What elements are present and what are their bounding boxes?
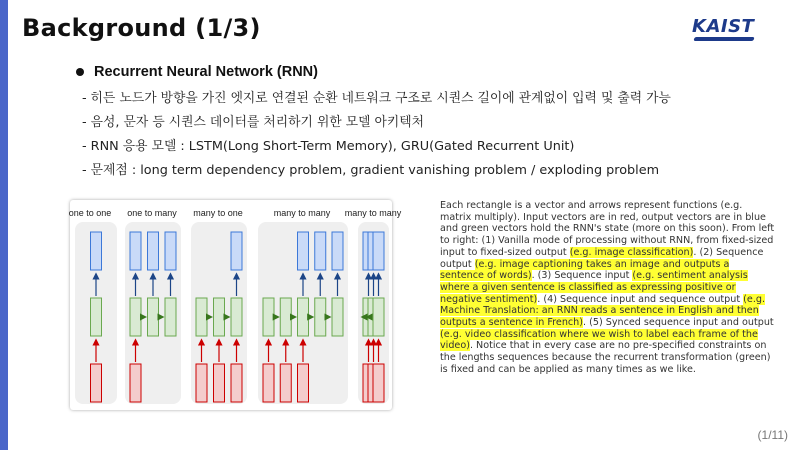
sub-bullet-item: - 문제점 : long term dependency problem, gradient vanishing problem / exploding problem — [82, 163, 660, 178]
sub-bullet-list — [82, 90, 671, 186]
sub-bullet-item: - 음성, 문자 등 시퀀스 데이터를 처리하기 위한 모델 아키텍처 — [82, 115, 424, 130]
hidden-state-box — [315, 298, 326, 336]
output-vector-box — [298, 232, 309, 270]
input-vector-box — [130, 364, 141, 402]
caption-highlight: (e.g. Machine Translation: an RNN reads a sentence in English and then outputs a sentence in French) — [440, 293, 766, 329]
hidden-state-box — [280, 298, 291, 336]
output-vector-box — [231, 232, 242, 270]
caption-highlight: (e.g. image captioning takes an image and outputs a sentence of words) — [440, 258, 730, 282]
hidden-state-box — [332, 298, 343, 336]
panel-label: one to one — [68, 208, 112, 218]
kaist-logo — [692, 16, 764, 42]
bullet-heading: Recurrent Neural Network (RNN) — [94, 64, 318, 80]
output-vector-box — [332, 232, 343, 270]
input-vector-box — [214, 364, 225, 402]
caption-text: . (3) Sequence input — [531, 270, 633, 282]
panel-label: many to one — [193, 208, 243, 218]
hidden-state-box — [298, 298, 309, 336]
hidden-state-box — [231, 298, 242, 336]
hidden-state-box — [91, 298, 102, 336]
sub-bullet-item: - RNN 응용 모델 : LSTM(Long Short-Term Memory), GRU(Gated Recurrent Unit) — [82, 139, 575, 154]
diagram-caption — [440, 200, 775, 376]
output-vector-box — [373, 232, 384, 270]
caption-text: . Notice that in every case are no pre-specified constraints on the lengths sequences because the recurrent transformation (green) is fixed and can be applied as many times as we like. — [440, 340, 771, 375]
hidden-state-box — [165, 298, 176, 336]
input-vector-box — [373, 364, 384, 402]
input-vector-box — [196, 364, 207, 402]
panel-label: many to many — [273, 208, 331, 218]
caption-highlight: (e.g. video classification where we wish to label each frame of the video) — [440, 328, 758, 352]
slide-title: Background (1/3) — [22, 14, 261, 42]
caption-text: Each rectangle is a vector and arrows represent functions (e.g. matrix multiply). Input vectors are in red, output vectors are in blue and green vectors hold the RNN's state (more on this soon). From left to right: (1) Vanilla mode of processing without RNN, from fixed-sized input to fixed-sized output — [440, 200, 775, 258]
hidden-state-box — [214, 298, 225, 336]
panel-label: many to many — [344, 208, 402, 218]
left-accent-bar — [0, 0, 8, 450]
hidden-state-box — [148, 298, 159, 336]
input-vector-box — [91, 364, 102, 402]
hidden-state-box — [373, 298, 384, 336]
input-vector-box — [280, 364, 291, 402]
rnn-diagram — [68, 200, 402, 410]
page-number: (1/11) — [757, 428, 788, 442]
output-vector-box — [130, 232, 141, 270]
hidden-state-box — [130, 298, 141, 336]
caption-highlight: (e.g. sentiment analysis where a given sentence is classified as expressing positive or negative sentiment) — [440, 270, 748, 305]
sub-bullet-item: - 히든 노드가 방향을 가진 엣지로 연결된 순환 네트워크 구조로 시퀀스 길이에 관계없이 입력 및 출력 가능 — [82, 91, 671, 106]
input-vector-box — [263, 364, 274, 402]
rnn-diagram-svg — [68, 200, 402, 410]
output-vector-box — [315, 232, 326, 270]
hidden-state-box — [263, 298, 274, 336]
output-vector-box — [148, 232, 159, 270]
hidden-state-box — [196, 298, 207, 336]
bullet-dot-icon — [76, 68, 84, 76]
logo-text: KAIST — [692, 16, 755, 37]
input-vector-box — [231, 364, 242, 402]
panel-label: one to many — [127, 208, 177, 218]
caption-text: . (4) Sequence input and sequence output — [537, 293, 744, 305]
caption-text: . (5) Synced sequence input and output — [583, 317, 774, 329]
output-vector-box — [165, 232, 176, 270]
output-vector-box — [91, 232, 102, 270]
input-vector-box — [298, 364, 309, 402]
caption-highlight: (e.g. image classification) — [569, 246, 694, 258]
caption-text: . (2) Sequence output — [440, 246, 764, 270]
bullet-heading-row — [76, 64, 318, 80]
logo-swoosh — [693, 37, 754, 41]
